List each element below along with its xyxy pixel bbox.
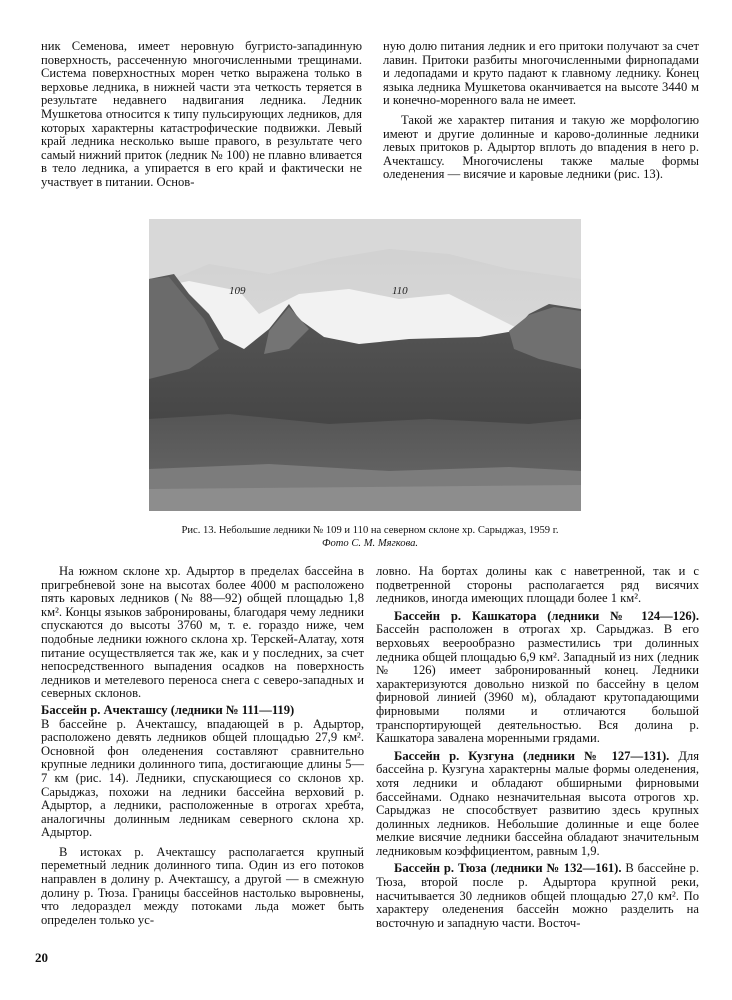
paragraph-body: Бассейн расположен в отрогах хр. Сарыджаз. В его верховьях веерообразно разместились три долинных ледника общей площадью 6,9 км². Западный из них (ледник № 126) имеет забронированный конец. Ледники характеризуются довольно низкой по бассейну в целом фирновой линией (3960 м), обладают крутопадающими фирновыми полями и отличаются большой транспортирующей деятельностью. Вся долина р. Кашкатора завалена моренными грядами. bbox=[376, 622, 699, 746]
paragraph: В бассейне р. Ачекташсу, впадающей в р. Адыртор, расположено девять ледников общей площадью 27,9 км². Основной фон оледенения составляют сравнительно крупные ледники долинного типа, достигающие длины 5—7 км (рис. 14). Ледники, спускающиеся со склонов хр. Сарыджаз, похожи на ледники бассейна верховий р. Адыртор, а ледники, расположенные в отрогах хребта, аналогичны долинным ледникам северного склона хр. Адыртор. bbox=[41, 716, 364, 840]
paragraph-with-heading bbox=[376, 862, 699, 930]
caption-text: Рис. 13. Небольшие ледники № 109 и 110 на северном склоне хр. Сарыджаз, 1959 г. bbox=[181, 525, 559, 536]
text-column-bottom-right bbox=[376, 565, 699, 930]
text-column-top-left bbox=[41, 40, 362, 190]
photo-credit: Фото С. М. Мягкова. bbox=[321, 538, 419, 549]
photo-label-110: 110 bbox=[392, 285, 408, 297]
page-number: 20 bbox=[35, 950, 48, 965]
paragraph: Такой же характер питания и такую же морфологию имеют и другие долинные и карово-долинные ледники левых притоков р. Адыртор вплоть до впадения в него р. Ачекташсу. Многочислены также малые формы оледенения — висячие и каровые ледники (рис. 13). bbox=[383, 112, 699, 182]
paragraph: ник Семенова, имеет неровную бугристо-западинную поверхность, рассеченную многочисленными трещинами. Система поверхностных морен четко выражена только в верховье ледника, в нижней части эта четкость теряется в результате недавнего надвигания ледника. Ледник Мушкетова относится к типу пульсирующих ледников, для которых характерны катастрофические подвижки. Левый край ледника несколько выше правого, в результате чего самый нижний приток (ледник № 100) не плавно вливается в тело ледника, а упирается в его край и фактически не участвует в питании. Основ- bbox=[41, 39, 362, 189]
paragraph-with-heading bbox=[376, 750, 699, 859]
heading-text: Бассейн р. Ачекташсу (ледники № 111—119) bbox=[41, 702, 295, 717]
text-column-top-right bbox=[383, 40, 699, 182]
paragraph-body: В бассейне р. Тюза, второй после р. Адыртора крупной реки, насчитывается 30 ледников общей площадью 27,0 км². По характеру оледенения бассейн можно разделить на восточную и западную части. Восточ- bbox=[376, 861, 699, 930]
figure-caption bbox=[100, 524, 640, 550]
paragraph-body: Для бассейна р. Кузгуна характерны малые формы оледенения, хотя ледники и обладают обширными фирновыми бассейнами. Однако незначительная высота отрогов хр. Сарыджаз не способствует развитию здесь крупных долинных ледников. Небольшие долинные и еще более мелкие висячие ледники бассейна обладают значительным ледниковым коэффициентом, равным 1,9. bbox=[376, 748, 699, 858]
heading-text: Бассейн р. Кузгуна (ледники № 127—131). bbox=[394, 748, 670, 763]
heading-text: Бассейн р. Кашкатора (ледники № 124—126). bbox=[394, 608, 699, 623]
paragraph: ную долю питания ледник и его притоки получают за счет лавин. Притоки разбиты многочисленными фирнопадами и ледопадами и круто падают к главному леднику. Конец языка ледника Мушкетова оканчивается на высоте 3440 м и конечно-моренного вала не имеет. bbox=[383, 39, 699, 108]
paragraph: На южном склоне хр. Адыртор в пределах бассейна в пригребневой зоне на высотах более 4000 м расположено пять каровых ледников (№ 88—92) общей площадью 1,8 км². Концы языков забронированы, благодаря чему ледники спускаются до высоты 3760 м, т. е. гораздо ниже, чем подобные ледники южного склона хр. Терскей-Алатау, хотя питание осуществляется так же, как и у последних, за счет непосредственного выпадения осадков на поверхность ледников и метелевого переноса снега с северо-западных и северных склонов. bbox=[41, 564, 364, 701]
figure-13-photo bbox=[149, 219, 581, 511]
paragraph: ловно. На бортах долины как с наветренной, так и с подветренной стороны располагается ряд висячих ледников, иногда имеющих площади более 1 км². bbox=[376, 564, 699, 606]
text-column-bottom-left bbox=[41, 565, 364, 927]
section-heading bbox=[41, 704, 364, 718]
paragraph: В истоках р. Ачекташсу располагается крупный переметный ледник долинного типа. Один из его потоков направлен в долину р. Ачекташсу, а другой — в смежную долину р. Тюза. Границы бассейнов настолько выровнены, что ледораздел между потоками льда может быть определен только ус- bbox=[41, 844, 364, 927]
paragraph-with-heading bbox=[376, 610, 699, 746]
photo-label-109: 109 bbox=[229, 285, 246, 297]
heading-text: Бассейн р. Тюза (ледники № 132—161). bbox=[394, 861, 622, 876]
mountain-photo-image bbox=[149, 219, 581, 511]
